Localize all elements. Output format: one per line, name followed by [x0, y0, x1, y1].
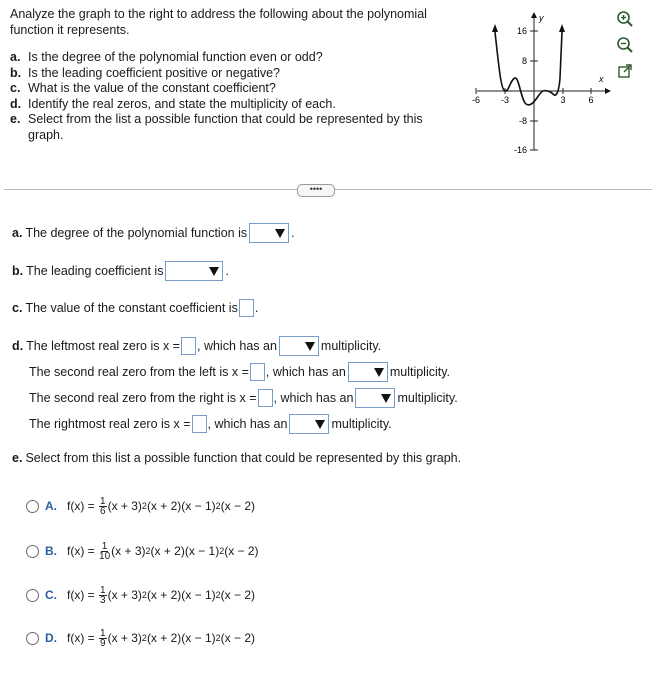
- answer-e: [12, 447, 461, 469]
- fraction-numerator: 1: [100, 495, 106, 507]
- y-tick-8: 8: [521, 56, 527, 66]
- answer-d-row-1: [12, 335, 381, 357]
- y-tick-16: 16: [516, 26, 527, 36]
- constant-coefficient-input[interactable]: [239, 299, 254, 317]
- question-a: [10, 50, 450, 66]
- degree-parity-dropdown[interactable]: [249, 223, 289, 243]
- radio-button[interactable]: [26, 589, 39, 602]
- second-right-multiplicity-dropdown[interactable]: [355, 388, 395, 408]
- chevron-down-icon: [305, 342, 315, 351]
- curve-left-arrow: [492, 24, 498, 32]
- zero-prefix: The second real zero from the right is x =: [29, 391, 257, 405]
- option-letter: C.: [45, 588, 57, 602]
- x-tick-3: 3: [560, 95, 566, 105]
- x-tick-neg3: -3: [500, 95, 510, 105]
- question-b: [10, 66, 450, 82]
- factor: (x − 2): [220, 588, 255, 602]
- rightmost-zero-input[interactable]: [192, 415, 207, 433]
- question-label: c.: [10, 81, 21, 95]
- question-d: [10, 97, 450, 113]
- answer-label: e.: [12, 451, 23, 465]
- factor: (x + 2)(x − 1): [150, 544, 220, 558]
- question-label: d.: [10, 96, 22, 111]
- zero-suffix: multiplicity.: [320, 339, 382, 353]
- factor: (x + 3): [107, 588, 142, 602]
- answer-label: a.: [12, 226, 23, 240]
- answer-a-suffix: .: [291, 226, 295, 240]
- answer-e-text: Select from this list a possible function that could be represented by this graph.: [25, 451, 462, 465]
- second-right-zero-input[interactable]: [258, 389, 273, 407]
- answer-b-suffix: .: [225, 264, 229, 278]
- question-text: What is the value of the constant coefficient?: [28, 81, 276, 95]
- y-tick-neg8: -8: [518, 116, 527, 126]
- zero-mid: , which has an: [197, 339, 277, 353]
- zoom-out-icon[interactable]: [614, 34, 636, 56]
- answer-b: [12, 260, 229, 282]
- radio-button[interactable]: [26, 632, 39, 645]
- fraction-denominator: 3: [100, 594, 106, 606]
- curve-right-arrow: [559, 24, 565, 32]
- question-list: [10, 50, 450, 143]
- zero-prefix: The second real zero from the left is x =: [29, 365, 249, 379]
- factor: (x − 2): [220, 631, 255, 645]
- option-a[interactable]: [26, 492, 255, 520]
- expand-more-button[interactable]: ••••: [297, 184, 335, 197]
- radio-button[interactable]: [26, 500, 39, 513]
- fraction: [99, 542, 110, 561]
- factor: (x + 2)(x − 1): [146, 588, 216, 602]
- question-text: Select from the list a possible function that could be represented by this graph.: [28, 112, 423, 142]
- leading-coefficient-dropdown[interactable]: [165, 261, 223, 281]
- x-axis-label: x: [599, 74, 604, 84]
- answer-d-row-2: [29, 361, 450, 383]
- leftmost-zero-input[interactable]: [181, 337, 196, 355]
- answer-label: c.: [12, 301, 23, 315]
- fraction: [99, 586, 107, 605]
- option-d[interactable]: [26, 624, 255, 652]
- polynomial-graph: [455, 8, 613, 158]
- option-letter: D.: [45, 631, 57, 645]
- x-tick-6: 6: [588, 95, 594, 105]
- factor: (x − 2): [220, 499, 255, 513]
- zero-prefix: The leftmost real zero is x =: [26, 339, 180, 353]
- factor: (x + 2)(x − 1): [146, 499, 216, 513]
- factor: (x − 2): [224, 544, 259, 558]
- fraction-numerator: 1: [100, 584, 106, 596]
- question-text: Is the degree of the polynomial function even or odd?: [28, 50, 323, 64]
- answer-c-suffix: .: [254, 301, 259, 315]
- y-axis-arrow: [531, 12, 537, 18]
- answer-d-row-4: [29, 413, 392, 435]
- option-c[interactable]: [26, 581, 255, 609]
- zero-mid: , which has an: [265, 365, 346, 379]
- function-lhs: f(x) =: [67, 631, 95, 645]
- option-b[interactable]: [26, 537, 259, 565]
- answer-d-row-3: [29, 387, 458, 409]
- question-text: Is the leading coefficient positive or negative?: [28, 65, 281, 80]
- y-tick-neg16: -16: [513, 145, 527, 155]
- radio-button[interactable]: [26, 545, 39, 558]
- option-letter: B.: [45, 544, 57, 558]
- answer-label: b.: [12, 264, 24, 278]
- function-lhs: f(x) =: [67, 588, 95, 602]
- exponent: 2: [215, 633, 221, 643]
- fraction: [99, 629, 107, 648]
- zero-suffix: multiplicity.: [397, 391, 458, 405]
- exponent: 2: [215, 590, 221, 600]
- fraction-denominator: 6: [100, 505, 106, 517]
- exponent: 2: [145, 546, 151, 556]
- factor: (x + 3): [107, 499, 142, 513]
- question-label: b.: [10, 65, 22, 80]
- option-letter: A.: [45, 499, 57, 513]
- exponent: 2: [141, 501, 147, 511]
- question-e: [10, 112, 450, 143]
- zoom-in-icon[interactable]: [614, 8, 636, 30]
- second-left-multiplicity-dropdown[interactable]: [348, 362, 388, 382]
- graph-toolbar: [614, 8, 640, 86]
- function-lhs: f(x) =: [67, 499, 95, 513]
- x-tick-neg6: -6: [471, 95, 481, 105]
- question-label: a.: [10, 50, 21, 64]
- answer-c: [12, 297, 258, 319]
- y-axis-label: y: [539, 13, 544, 23]
- factor: (x + 3): [111, 544, 146, 558]
- chevron-down-icon: [275, 229, 285, 238]
- question-c: [10, 81, 450, 97]
- leftmost-multiplicity-dropdown[interactable]: [279, 336, 319, 356]
- answer-b-prefix: The leading coefficient is: [26, 264, 164, 278]
- zero-suffix: multiplicity.: [331, 417, 392, 431]
- chevron-down-icon: [374, 368, 384, 377]
- x-axis-arrow: [605, 88, 611, 94]
- exponent: 2: [141, 590, 147, 600]
- zero-mid: , which has an: [273, 391, 354, 405]
- answer-a-prefix: The degree of the polynomial function is: [25, 226, 248, 240]
- exponent: 2: [141, 633, 147, 643]
- fraction: [99, 497, 107, 516]
- intro-text: Analyze the graph to the right to address the following about the polynomial function it represents.: [10, 7, 427, 37]
- factor: (x + 3): [107, 631, 142, 645]
- answer-c-prefix: The value of the constant coefficient is: [25, 301, 238, 315]
- zero-mid: , which has an: [207, 417, 288, 431]
- question-label: e.: [10, 112, 21, 126]
- rightmost-multiplicity-dropdown[interactable]: [289, 414, 329, 434]
- factor: (x + 2)(x − 1): [146, 631, 216, 645]
- zero-suffix: multiplicity.: [389, 365, 451, 379]
- fraction-numerator: 1: [100, 627, 106, 639]
- fraction-denominator: 10: [99, 550, 111, 562]
- exponent: 2: [215, 501, 221, 511]
- fraction-numerator: 1: [101, 540, 108, 552]
- second-left-zero-input[interactable]: [250, 363, 265, 381]
- answer-label: d.: [12, 339, 24, 353]
- chevron-down-icon: [381, 394, 391, 403]
- answer-a: [12, 222, 295, 244]
- question-text: Identify the real zeros, and state the multiplicity of each.: [28, 96, 336, 111]
- popout-icon[interactable]: [614, 60, 636, 82]
- zero-prefix: The rightmost real zero is x =: [29, 417, 191, 431]
- chevron-down-icon: [315, 420, 325, 429]
- fraction-denominator: 9: [100, 637, 106, 649]
- chevron-down-icon: [209, 267, 219, 276]
- function-lhs: f(x) =: [67, 544, 95, 558]
- exponent: 2: [219, 546, 225, 556]
